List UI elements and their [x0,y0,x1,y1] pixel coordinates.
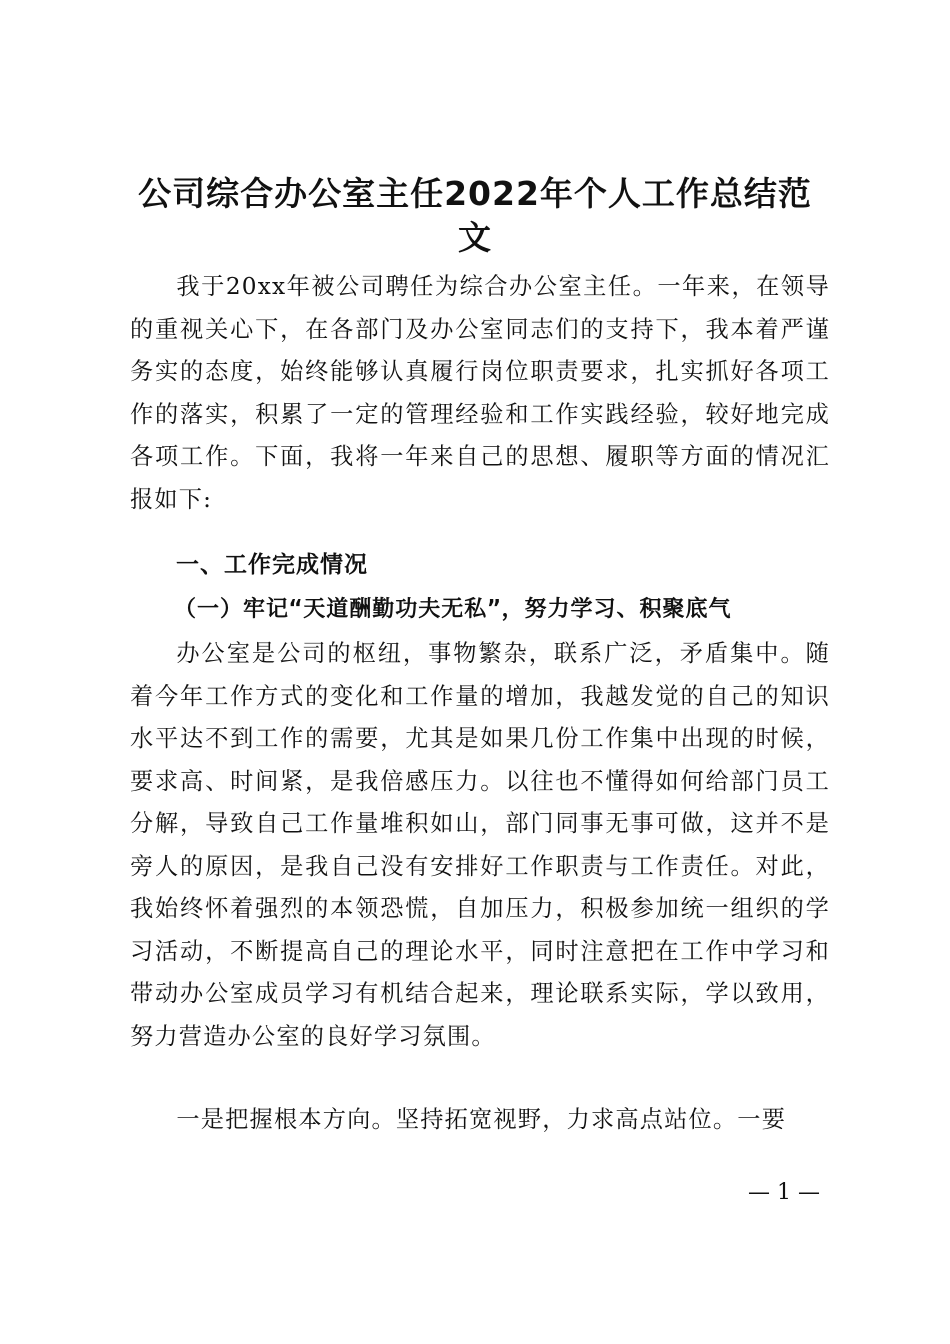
body-paragraph-continued: 一是把握根本方向。坚持拓宽视野，力求高点站位。一要 [176,1106,787,1133]
section-heading: 一、工作完成情况 [176,552,368,578]
intro-paragraph: 我于20xx年被公司聘任为综合办公室主任。一年来，在领导的重视关心下，在各部门及办公室同志们的支持下，我本着严谨务实的态度，始终能够认真履行岗位职责要求，扎实抓好各项工作的落实，积累了一定的管理经验和工作实践经验，较好地完成各项工作。下面，我将一年来自己的思想、履职等方面的情况汇报如下: [130,273,830,513]
body-paragraph: 办公室是公司的枢纽，事物繁杂，联系广泛，矛盾集中。随着今年工作方式的变化和工作量的增加，我越发觉的自己的知识水平达不到工作的需要，尤其是如果几份工作集中出现的时候，要求高、时间紧，是我倍感压力。以往也不懂得如何给部门员工分解，导致自己工作量堆积如山，部门同事无事可做，这并不是旁人的原因，是我自己没有安排好工作职责与工作责任。对此，我始终怀着强烈的本领恐慌，自加压力，积极参加统一组织的学习活动，不断提高自己的理论水平，同时注意把在工作中学习和带动办公室成员学习有机结合起来，理论联系实际，学以致用，努力营造办公室的良好学习氛围。 [130,640,830,1050]
page-number: — 1 — [748,1180,820,1205]
subsection-heading: （一）牢记“天道酬勤功夫无私”，努力学习、积聚底气 [174,597,732,622]
document-title-continued: 文 [458,218,492,257]
document-title: 公司综合办公室主任2022年个人工作总结范 [138,174,812,213]
